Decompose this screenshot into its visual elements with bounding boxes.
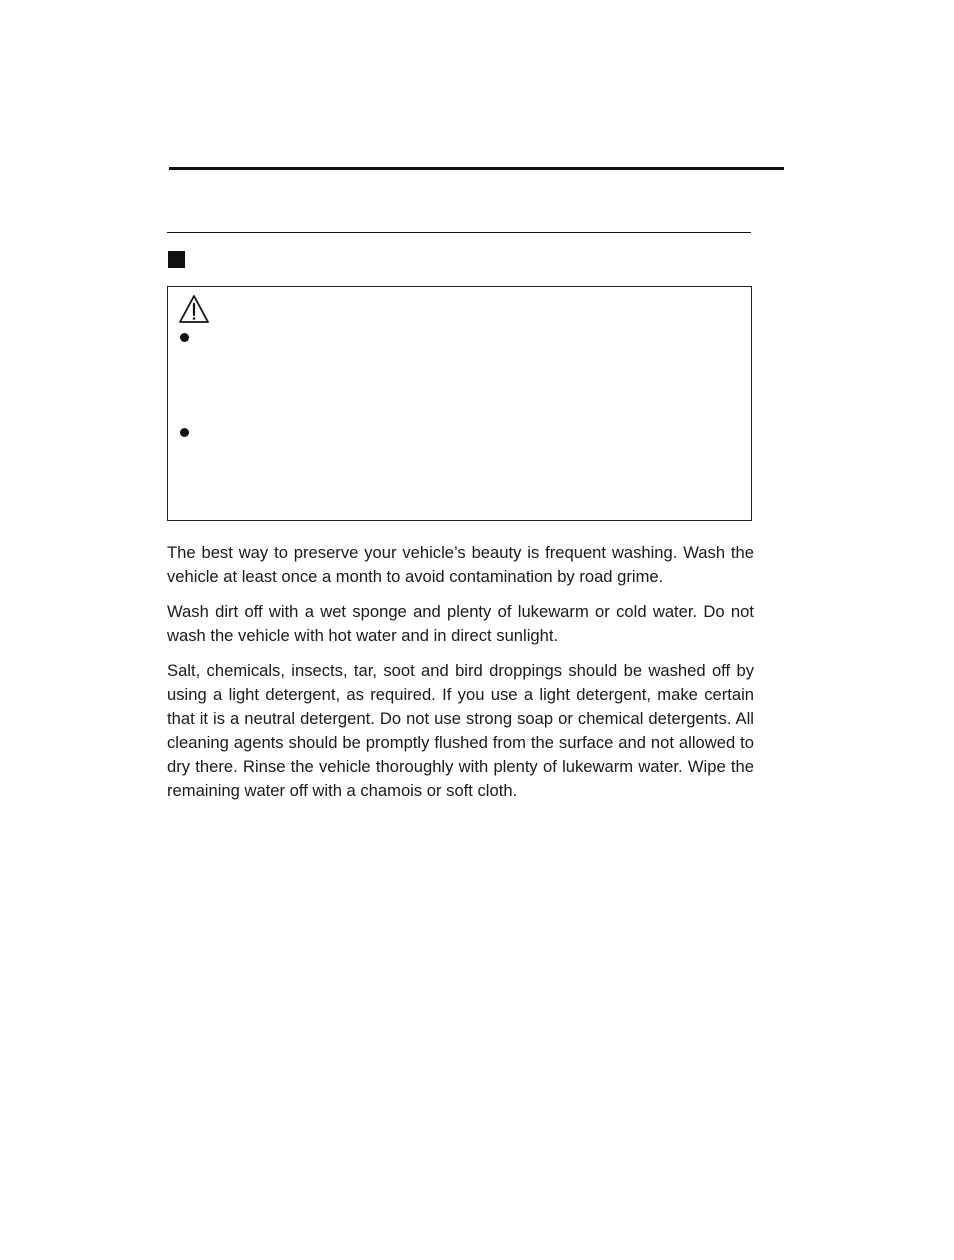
filled-square-icon: [168, 251, 185, 268]
paragraph-detergent-guidance: Salt, chemicals, insects, tar, soot and bird droppings should be washed off by using a light detergent, as required. If you use a light detergent, make certain that it is a neutral detergent. Do not use strong soap or chemical detergents. All cleaning agents should be promptly flushed from the surface and not allowed to dry there. Rinse the vehicle thoroughly with plenty of lukewarm water. Wipe the remaining water off with a chamois or soft cloth.: [167, 661, 754, 800]
warning-triangle-icon: [178, 294, 210, 324]
section-rule: [167, 232, 751, 233]
bullet-dot-icon: [180, 333, 189, 342]
warning-box: [167, 286, 752, 521]
body-text: [167, 541, 754, 814]
bullet-dot-icon: [180, 428, 189, 437]
header-rule: [169, 167, 784, 170]
paragraph-washing-frequency: The best way to preserve your vehicle’s beauty is frequent washing. Wash the vehicle at least once a month to avoid contamination by road grime.: [167, 543, 754, 586]
paragraph-washing-method: Wash dirt off with a wet sponge and plenty of lukewarm or cold water. Do not wash the vehicle with hot water and in direct sunlight.: [167, 602, 754, 645]
